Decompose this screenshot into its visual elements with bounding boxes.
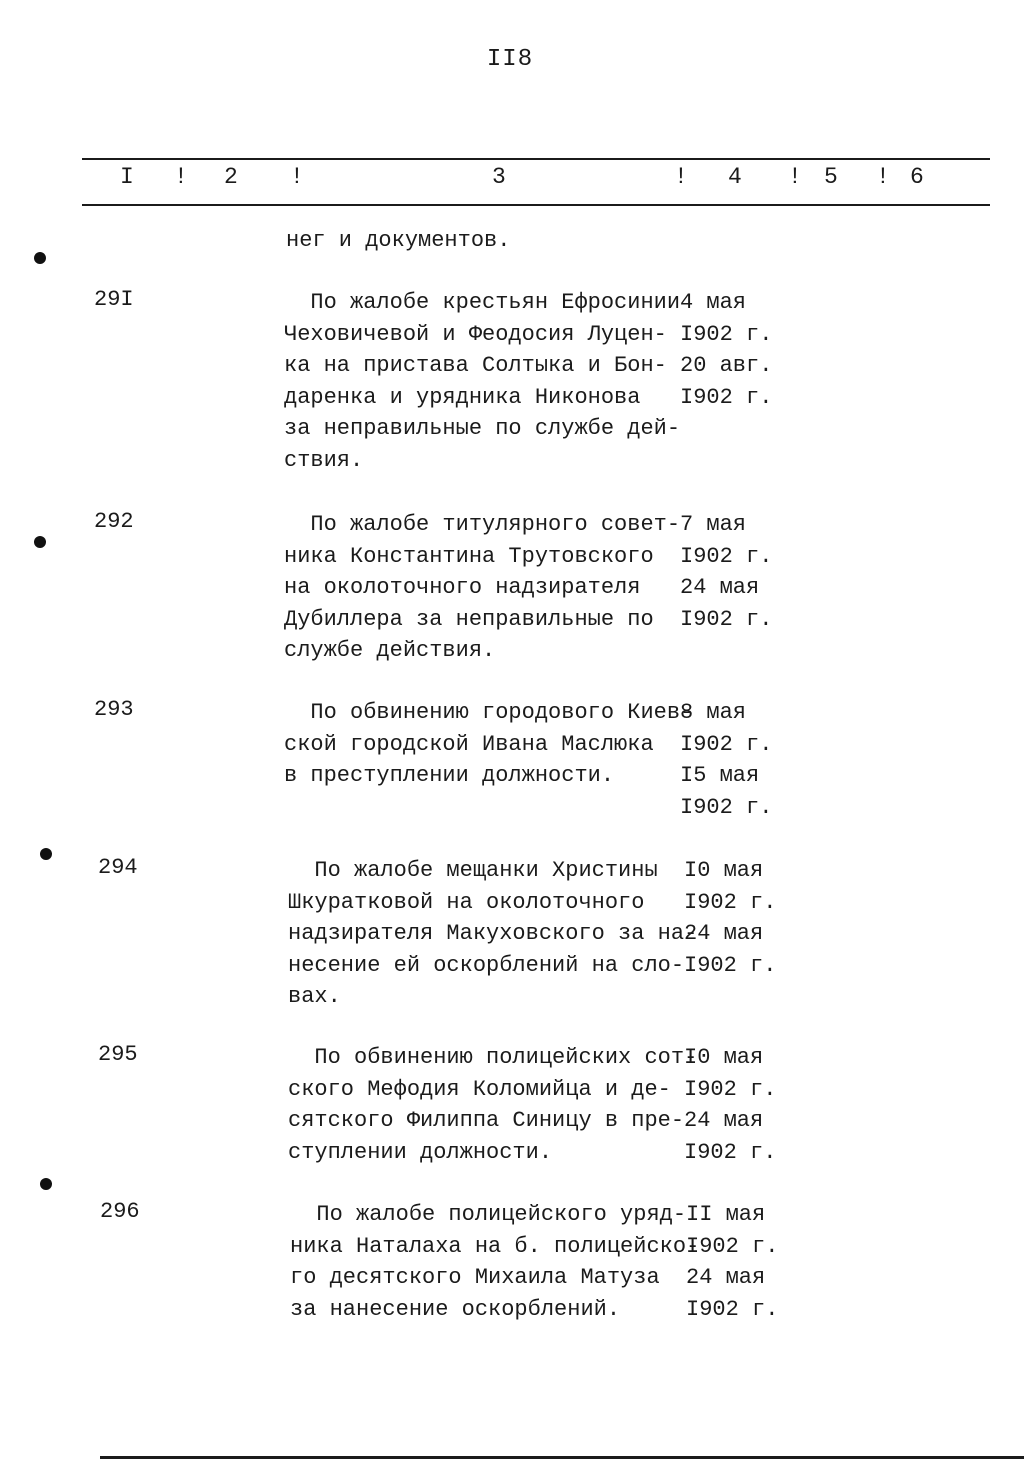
description-line: По жалобе крестьян Ефросинии: [284, 290, 681, 315]
date-line: 24 мая: [684, 921, 764, 946]
continuation-text: нег и документов.: [286, 228, 511, 253]
column-header-row: [82, 164, 990, 198]
column-separator: !: [674, 164, 688, 190]
column-6-header: 6: [910, 164, 924, 190]
description-line: сятского Филиппа Синицу в пре-: [288, 1108, 685, 1133]
description-line: го десятского Михаила Матуза: [290, 1265, 660, 1290]
punch-hole-mark: [34, 252, 46, 264]
description-line: даренка и урядника Никонова: [284, 384, 641, 410]
date-line: 24 мая: [684, 1108, 764, 1133]
record-number: 295: [98, 1042, 138, 1067]
column-separator: !: [290, 164, 304, 190]
record-number: 294: [98, 855, 138, 880]
record-number: 296: [100, 1199, 140, 1224]
description-line: ского Мефодия Коломийца и де-: [288, 1076, 671, 1102]
date-line: I902 г.: [680, 321, 773, 347]
record-number: 29I: [94, 287, 134, 312]
record-dates: [684, 1042, 804, 1168]
bottom-edge-rule: [100, 1456, 1024, 1459]
header-bottom-rule: [82, 204, 990, 206]
column-3-header: 3: [492, 164, 506, 190]
description-line: ника Наталаха на б. полицейско-: [290, 1233, 700, 1259]
date-line: I902 г.: [686, 1296, 779, 1322]
record-description: [284, 287, 684, 476]
record-dates: [680, 509, 800, 635]
date-line: 4 мая: [680, 290, 747, 315]
punch-hole-mark: [34, 536, 46, 548]
record-description: [284, 697, 694, 792]
description-line: в преступлении должности.: [284, 763, 615, 788]
date-line: I902 г.: [684, 952, 777, 978]
description-line: По обвинению городового Киев-: [284, 700, 694, 725]
description-line: вах.: [288, 984, 341, 1009]
description-line: По жалобе полицейского уряд-: [290, 1202, 687, 1227]
description-line: По жалобе титулярного совет-: [284, 512, 681, 537]
date-line: I0 мая: [684, 1045, 764, 1070]
column-separator: !: [876, 164, 890, 190]
record-dates: [680, 287, 800, 413]
description-line: ка на пристава Солтыка и Бон-: [284, 353, 667, 378]
date-line: 24 мая: [680, 575, 760, 600]
date-line: I0 мая: [684, 858, 764, 883]
description-line: надзирателя Макуховского за на-: [288, 921, 698, 946]
record-number: 292: [94, 509, 134, 534]
date-line: 7 мая: [680, 512, 747, 537]
description-line: за неправильные по службе дей-: [284, 416, 681, 441]
punch-hole-mark: [40, 848, 52, 860]
description-line: на околоточного надзирателя: [284, 575, 641, 600]
description-line: Шкуратковой на околоточного: [288, 889, 645, 915]
column-2-header: 2: [224, 164, 238, 190]
date-line: 20 авг.: [680, 353, 773, 378]
column-1-header: I: [120, 164, 134, 190]
column-5-header: 5: [824, 164, 838, 190]
date-line: I902 г.: [680, 606, 773, 632]
description-line: Чеховичевой и Феодосия Луцен-: [284, 321, 667, 347]
record-description: [288, 1042, 698, 1168]
date-line: I902 г.: [686, 1233, 779, 1259]
description-line: ступлении должности.: [288, 1139, 553, 1165]
description-line: ника Константина Трутовского: [284, 543, 654, 569]
column-4-header: 4: [728, 164, 742, 190]
date-line: I902 г.: [680, 543, 773, 569]
description-line: ской городской Ивана Маслюка: [284, 731, 654, 757]
record-dates: [684, 855, 804, 981]
date-line: I902 г.: [684, 889, 777, 915]
page-number: II8: [486, 46, 534, 73]
record-description: [288, 855, 698, 1013]
punch-hole-mark: [40, 1178, 52, 1190]
record-description: [284, 509, 684, 667]
column-separator: !: [788, 164, 802, 190]
date-line: I902 г.: [680, 731, 773, 757]
header-top-rule: [82, 158, 990, 160]
description-line: По жалобе мещанки Христины: [288, 858, 658, 883]
date-line: 8 мая: [680, 700, 747, 725]
record-dates: [686, 1199, 806, 1325]
date-line: I902 г.: [684, 1076, 777, 1102]
description-line: за нанесение оскорблений.: [290, 1296, 621, 1322]
date-line: I902 г.: [684, 1139, 777, 1165]
column-separator: !: [174, 164, 188, 190]
description-line: службе действия.: [284, 638, 496, 663]
date-line: II мая: [686, 1202, 766, 1227]
date-line: I902 г.: [680, 384, 773, 410]
description-line: По обвинению полицейских сот-: [288, 1045, 698, 1070]
description-line: Дубиллера за неправильные по: [284, 606, 654, 632]
record-description: [290, 1199, 700, 1325]
record-number: 293: [94, 697, 134, 722]
date-line: 24 мая: [686, 1265, 766, 1290]
description-line: несение ей оскорблений на сло-: [288, 952, 685, 978]
date-line: I902 г.: [680, 794, 773, 820]
record-dates: [680, 697, 800, 823]
description-line: ствия.: [284, 447, 364, 473]
date-line: I5 мая: [680, 763, 760, 788]
